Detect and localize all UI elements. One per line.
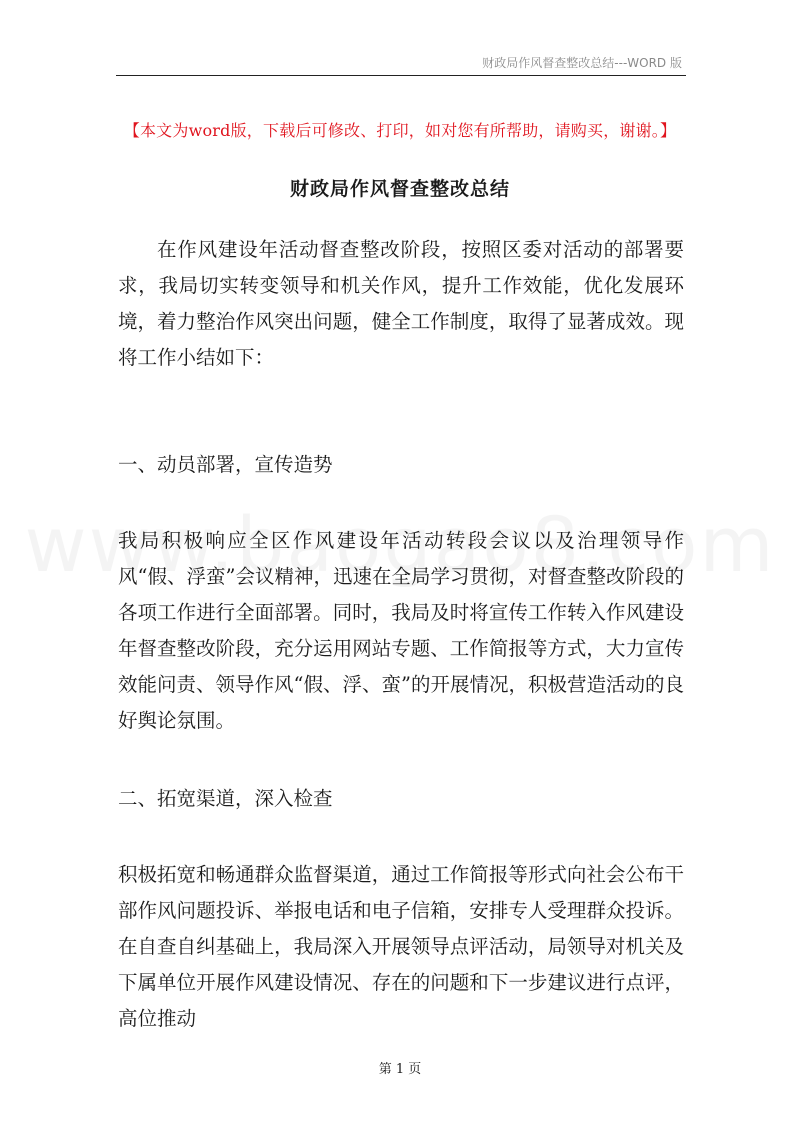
page-number: 第 1 页 <box>378 1062 422 1077</box>
section-heading-1: 一、动员部署，宣传造势 <box>118 453 333 476</box>
section-body-1: 我局积极响应全区作风建设年活动转段会议以及治理领导作风“假、浮蛮”会议精神，迅速在全局学习贯彻，对督查整改阶段的各项工作进行全面部署。同时，我局及时将宣传工作转入作风建设年督查整改阶段，充分运用网站专题、工作简报等方式，大力宣传效能问责、领导作风“假、浮、蛮”的开展情况，积极营造活动的良好舆论氛围。 <box>118 529 684 732</box>
section-body-2: 积极拓宽和畅通群众监督渠道，通过工作简报等形式向社会公布干部作风问题投诉、举报电话和电子信箱，安排专人受理群众投诉。在自查自纠基础上，我局深入开展领导点评活动，局领导对机关及下属单位开展作风建设情况、存在的问题和下一步建议进行点评，高位推动 <box>118 863 684 1030</box>
header-divider <box>116 75 686 76</box>
section-heading-2: 二、拓宽渠道，深入检查 <box>118 787 333 810</box>
document-title: 财政局作风督查整改总结 <box>289 178 510 200</box>
intro-paragraph: 在作风建设年活动督查整改阶段，按照区委对活动的部署要求，我局切实转变领导和机关作风，提升工作效能，优化发展环境，着力整治作风突出问题，健全工作制度，取得了显著成效。现将工作小结如下： <box>118 238 684 369</box>
running-header: 财政局作风督查整改总结---WORD 版 <box>482 56 682 70</box>
purchase-notice: 【本文为word版，下载后可修改、打印，如对您有所帮助，请购买，谢谢。】 <box>123 121 677 140</box>
